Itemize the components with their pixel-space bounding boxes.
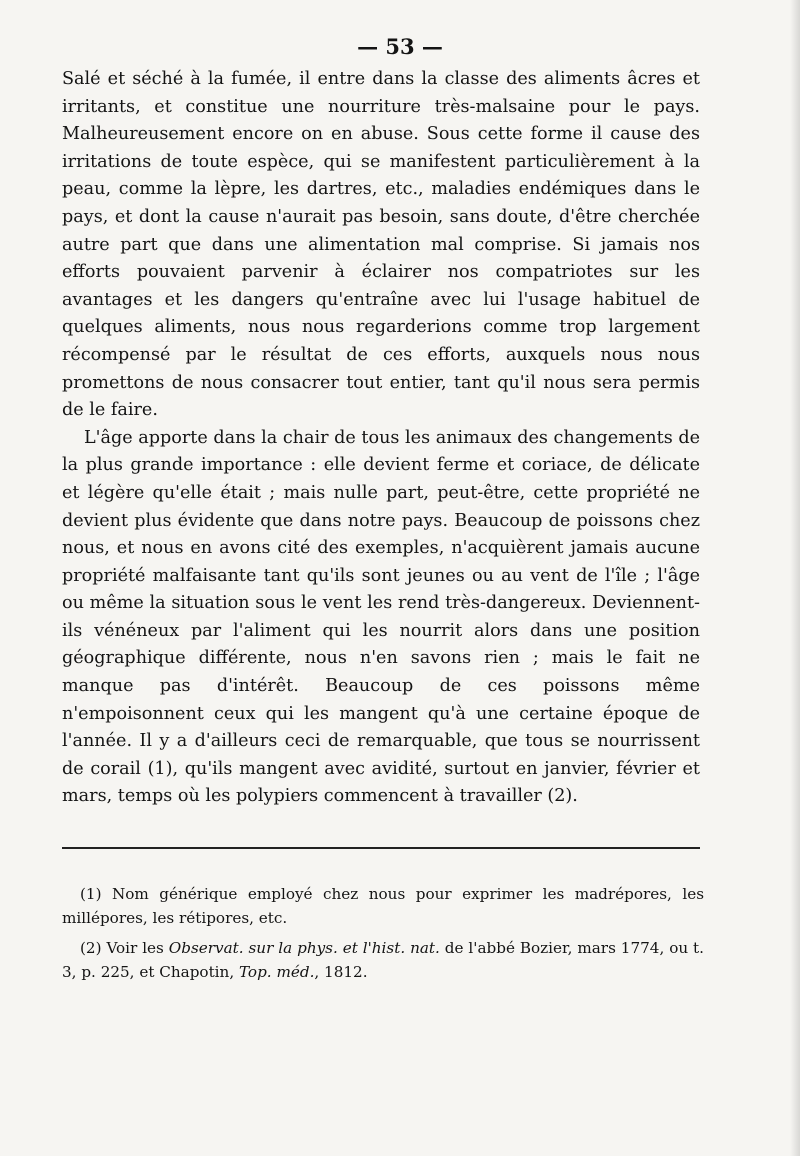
paragraph-1: Salé et séché à la fumée, il entre dans la classe des aliments âcres et irritants, et constitue une nourriture très-malsaine pour le pays. Malheureusement encore on en abuse. Sous cette forme il cause des irritations de toute espèce, qui se manifestent particulièrement à la peau, comme la lèpre, les dartres, etc., maladies endémiques dans le pays, et dont la cause n'aurait pas besoin, sans doute, d'être cherchée autre part que dans une alimentation mal comprise. Si jamais nos efforts pouvaient parvenir à éclairer nos compatriotes sur les avantages et les dangers qu'entraîne avec lui l'usage habituel de quelques aliments, nous nous regarderions comme trop largement récompensé par le résultat de ces efforts, auxquels nous nous promettons de nous consacrer tout entier, tant qu'il nous sera permis de le faire. [62,69,700,421]
footnote-2-title: Observat. sur la phys. et l'hist. nat. [168,939,440,957]
page-edge-shadow [790,0,800,1156]
page-number: — 53 — [357,34,443,59]
main-text [62,66,700,811]
paragraph-2: L'âge apporte dans la chair de tous les animaux des changements de la plus grande importance : elle devient ferme et coriace, de délicate et légère qu'elle était ; mais nulle part, peut-être, cette propriété ne devient plus évidente que dans notre pays. Beaucoup de poissons chez nous, et nous en avons cité des exemples, n'acquièrent jamais aucune propriété malfaisante tant qu'ils sont jeunes ou au vent de l'île ; l'âge ou même la situation sous le vent les rend très-dangereux. Deviennent-ils vénéneux par l'aliment qui les nourrit alors dans une position géographique différente, nous n'en savons rien ; mais le fait ne manque pas d'intérêt. Beaucoup de ces poissons même n'empoisonnent ceux qui les mangent qu'à une certaine époque de l'année. Il y a d'ailleurs ceci de remarquable, que tous se nourrissent de corail (1), qu'ils mangent avec avidité, surtout en janvier, février et mars, temps où les polypiers commencent à travailler (2). [62,427,700,807]
footnotes [62,882,704,990]
footnote-2-title2: Top. méd. [238,963,315,981]
footnote-2-lead: (2) Voir les [80,939,169,957]
footnote-2 [62,936,704,984]
footnote-1: (1) Nom générique employé chez nous pour exprimer les madrépores, les millépores, les rétipores, etc. [62,885,704,927]
footnote-2-mid: de l'abbé Bozier, mars 1774, ou t. 3, p. 225, et Chapotin, [62,939,704,981]
footnote-divider [62,847,700,849]
footnote-2-tail: , 1812. [314,963,368,981]
